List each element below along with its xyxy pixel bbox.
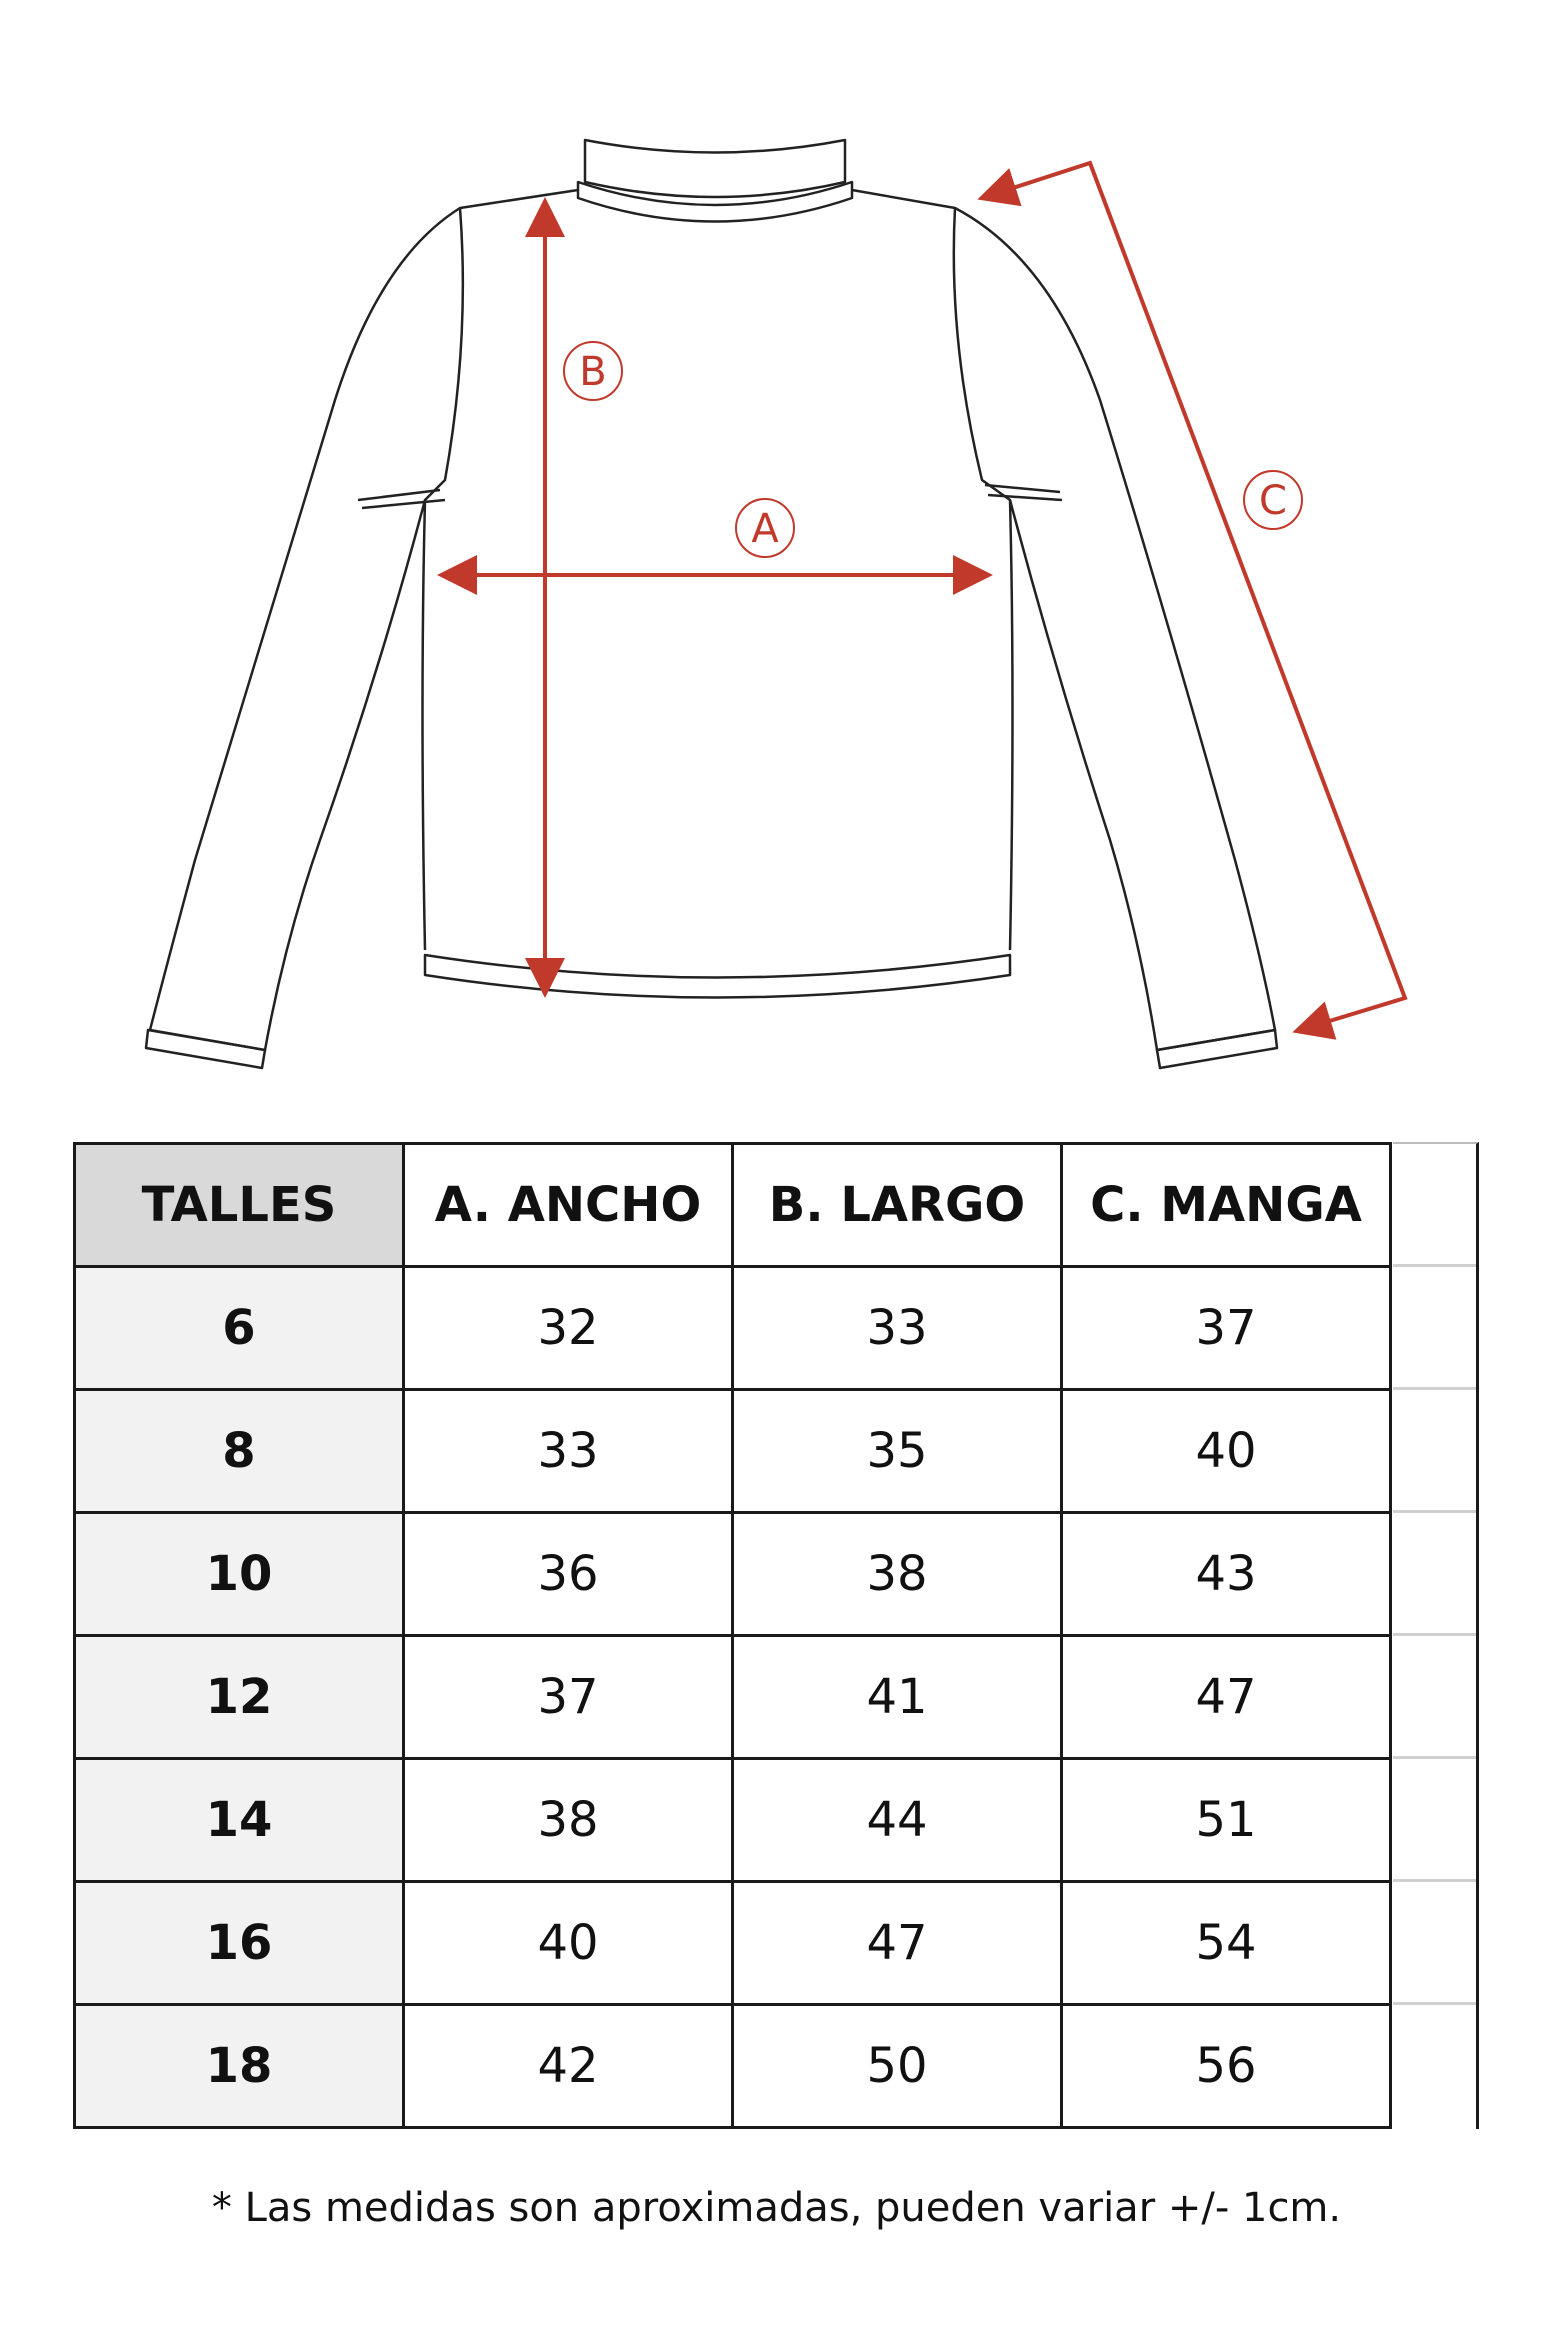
strip-divider	[1393, 1264, 1476, 1267]
size-cell: 16	[75, 1882, 404, 2005]
manga-cell: 54	[1062, 1882, 1391, 2005]
strip-divider	[1393, 1879, 1476, 1882]
table-row	[75, 2005, 1391, 2128]
left-cuff	[146, 1030, 265, 1068]
table-row	[75, 1636, 1391, 1759]
manga-cell: 56	[1062, 2005, 1391, 2128]
largo-cell: 50	[733, 2005, 1062, 2128]
marker-b	[564, 342, 622, 400]
size-cell: 14	[75, 1759, 404, 1882]
table-row	[75, 1759, 1391, 1882]
manga-cell: 43	[1062, 1513, 1391, 1636]
table-row	[75, 1882, 1391, 2005]
largo-cell: 44	[733, 1759, 1062, 1882]
marker-c-label: C	[1259, 478, 1287, 524]
ancho-cell: 32	[404, 1267, 733, 1390]
header-ancho: A. ANCHO	[404, 1144, 733, 1267]
largo-cell: 35	[733, 1390, 1062, 1513]
size-cell: 12	[75, 1636, 404, 1759]
header-largo: B. LARGO	[733, 1144, 1062, 1267]
size-cell: 10	[75, 1513, 404, 1636]
table-extra-column	[1393, 1142, 1479, 2129]
table-header-row	[75, 1144, 1391, 1267]
largo-cell: 41	[733, 1636, 1062, 1759]
ancho-cell: 40	[404, 1882, 733, 2005]
size-cell: 6	[75, 1267, 404, 1390]
hem	[425, 955, 1010, 998]
strip-divider	[1393, 2002, 1476, 2005]
ancho-cell: 36	[404, 1513, 733, 1636]
strip-divider	[1393, 1756, 1476, 1759]
strip-divider	[1393, 1387, 1476, 1390]
body-right-side	[954, 208, 1013, 950]
measurement-markers	[564, 342, 1302, 557]
table-row	[75, 1267, 1391, 1390]
ancho-cell: 37	[404, 1636, 733, 1759]
sweater-outline	[146, 140, 1277, 1068]
ancho-cell: 33	[404, 1390, 733, 1513]
table-row	[75, 1390, 1391, 1513]
manga-cell: 40	[1062, 1390, 1391, 1513]
largo-cell: 47	[733, 1882, 1062, 2005]
manga-cell: 37	[1062, 1267, 1391, 1390]
right-sleeve	[852, 190, 1275, 1050]
ancho-cell: 38	[404, 1759, 733, 1882]
largo-cell: 38	[733, 1513, 1062, 1636]
left-sleeve	[150, 190, 578, 1050]
size-cell: 18	[75, 2005, 404, 2128]
strip-divider	[1393, 1510, 1476, 1513]
marker-a	[736, 499, 794, 557]
footnote: * Las medidas son aproximadas, pueden variar +/- 1cm.	[211, 2185, 1342, 2231]
header-talles: TALLES	[75, 1144, 404, 1267]
marker-c	[1244, 471, 1302, 529]
largo-cell: 33	[733, 1267, 1062, 1390]
size-table	[73, 1142, 1392, 2129]
ancho-cell: 42	[404, 2005, 733, 2128]
manga-cell: 51	[1062, 1759, 1391, 1882]
strip-divider	[1393, 1633, 1476, 1636]
measurement-arrows	[445, 163, 1405, 1030]
right-cuff	[1157, 1030, 1277, 1068]
marker-b-label: B	[579, 349, 607, 395]
collar	[585, 140, 845, 197]
manga-cell: 47	[1062, 1636, 1391, 1759]
body-left-side	[423, 208, 463, 950]
right-underarm-crease	[985, 485, 1062, 500]
garment-diagram	[0, 0, 1553, 1100]
table-row	[75, 1513, 1391, 1636]
marker-a-label: A	[751, 506, 779, 552]
size-cell: 8	[75, 1390, 404, 1513]
header-manga: C. MANGA	[1062, 1144, 1391, 1267]
